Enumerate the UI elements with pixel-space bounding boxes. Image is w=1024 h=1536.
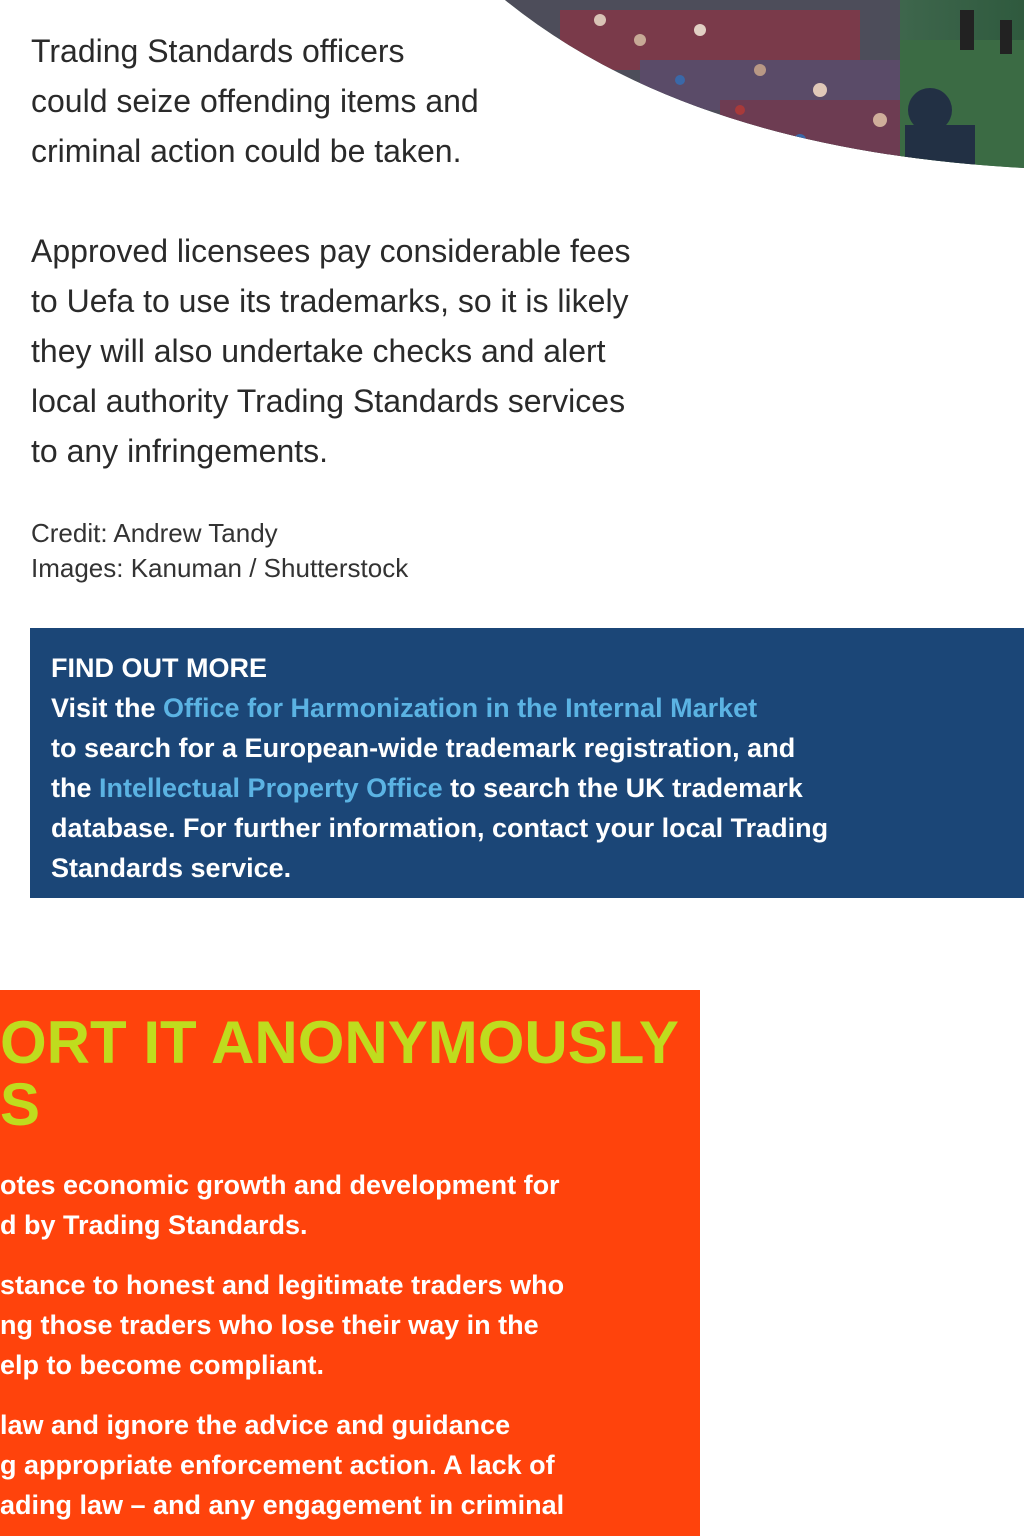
report-heading-line: S <box>0 1071 41 1138</box>
find-out-more-text: to search the UK trademark <box>442 773 803 803</box>
report-line: g appropriate enforcement action. A lack of <box>0 1450 555 1480</box>
report-line: ading law – and any engagement in criminal <box>0 1490 565 1520</box>
image-credit: Images: Kanuman / Shutterstock <box>31 553 409 583</box>
report-line: stance to honest and legitimate traders who <box>0 1270 565 1300</box>
report-line: ng those traders who lose their way in the <box>0 1310 539 1340</box>
article-paragraph: Trading Standards officers could seize offending items and criminal action could be taken. <box>31 33 479 169</box>
find-out-more-box <box>30 628 1024 898</box>
find-out-more-text: to search for a European-wide trademark registration, and <box>51 733 796 763</box>
find-out-more-text: Visit the <box>51 693 164 723</box>
report-paragraph <box>0 1405 700 1525</box>
find-out-more-text: Standards service. <box>51 853 292 883</box>
report-heading <box>0 1009 700 1138</box>
article-body <box>31 26 721 586</box>
report-paragraph <box>0 1265 700 1385</box>
credits <box>31 516 721 586</box>
ipo-link[interactable]: Intellectual Property Office <box>99 773 443 803</box>
ohim-link[interactable]: Office for Harmonization in the Internal Market <box>163 693 758 723</box>
report-anonymously-panel <box>0 990 700 1536</box>
report-text <box>0 1165 700 1536</box>
article-paragraph: Approved licensees pay considerable fees to Uefa to use its trademarks, so it is likely they will also undertake checks and alert local authority Trading Standards services to any infringements. <box>31 233 631 469</box>
report-paragraph <box>0 1165 700 1245</box>
report-line: law and ignore the advice and guidance <box>0 1410 511 1440</box>
report-heading-line: ORT IT ANONYMOUSLY <box>0 1009 679 1076</box>
author-credit: Credit: Andrew Tandy <box>31 518 278 548</box>
find-out-more-text: the <box>51 773 100 803</box>
find-out-more-text: database. For further information, contact your local Trading <box>51 813 829 843</box>
report-line: elp to become compliant. <box>0 1350 325 1380</box>
report-line: d by Trading Standards. <box>0 1210 308 1240</box>
find-out-more-heading: FIND OUT MORE <box>51 653 267 683</box>
report-line: otes economic growth and development for <box>0 1170 560 1200</box>
